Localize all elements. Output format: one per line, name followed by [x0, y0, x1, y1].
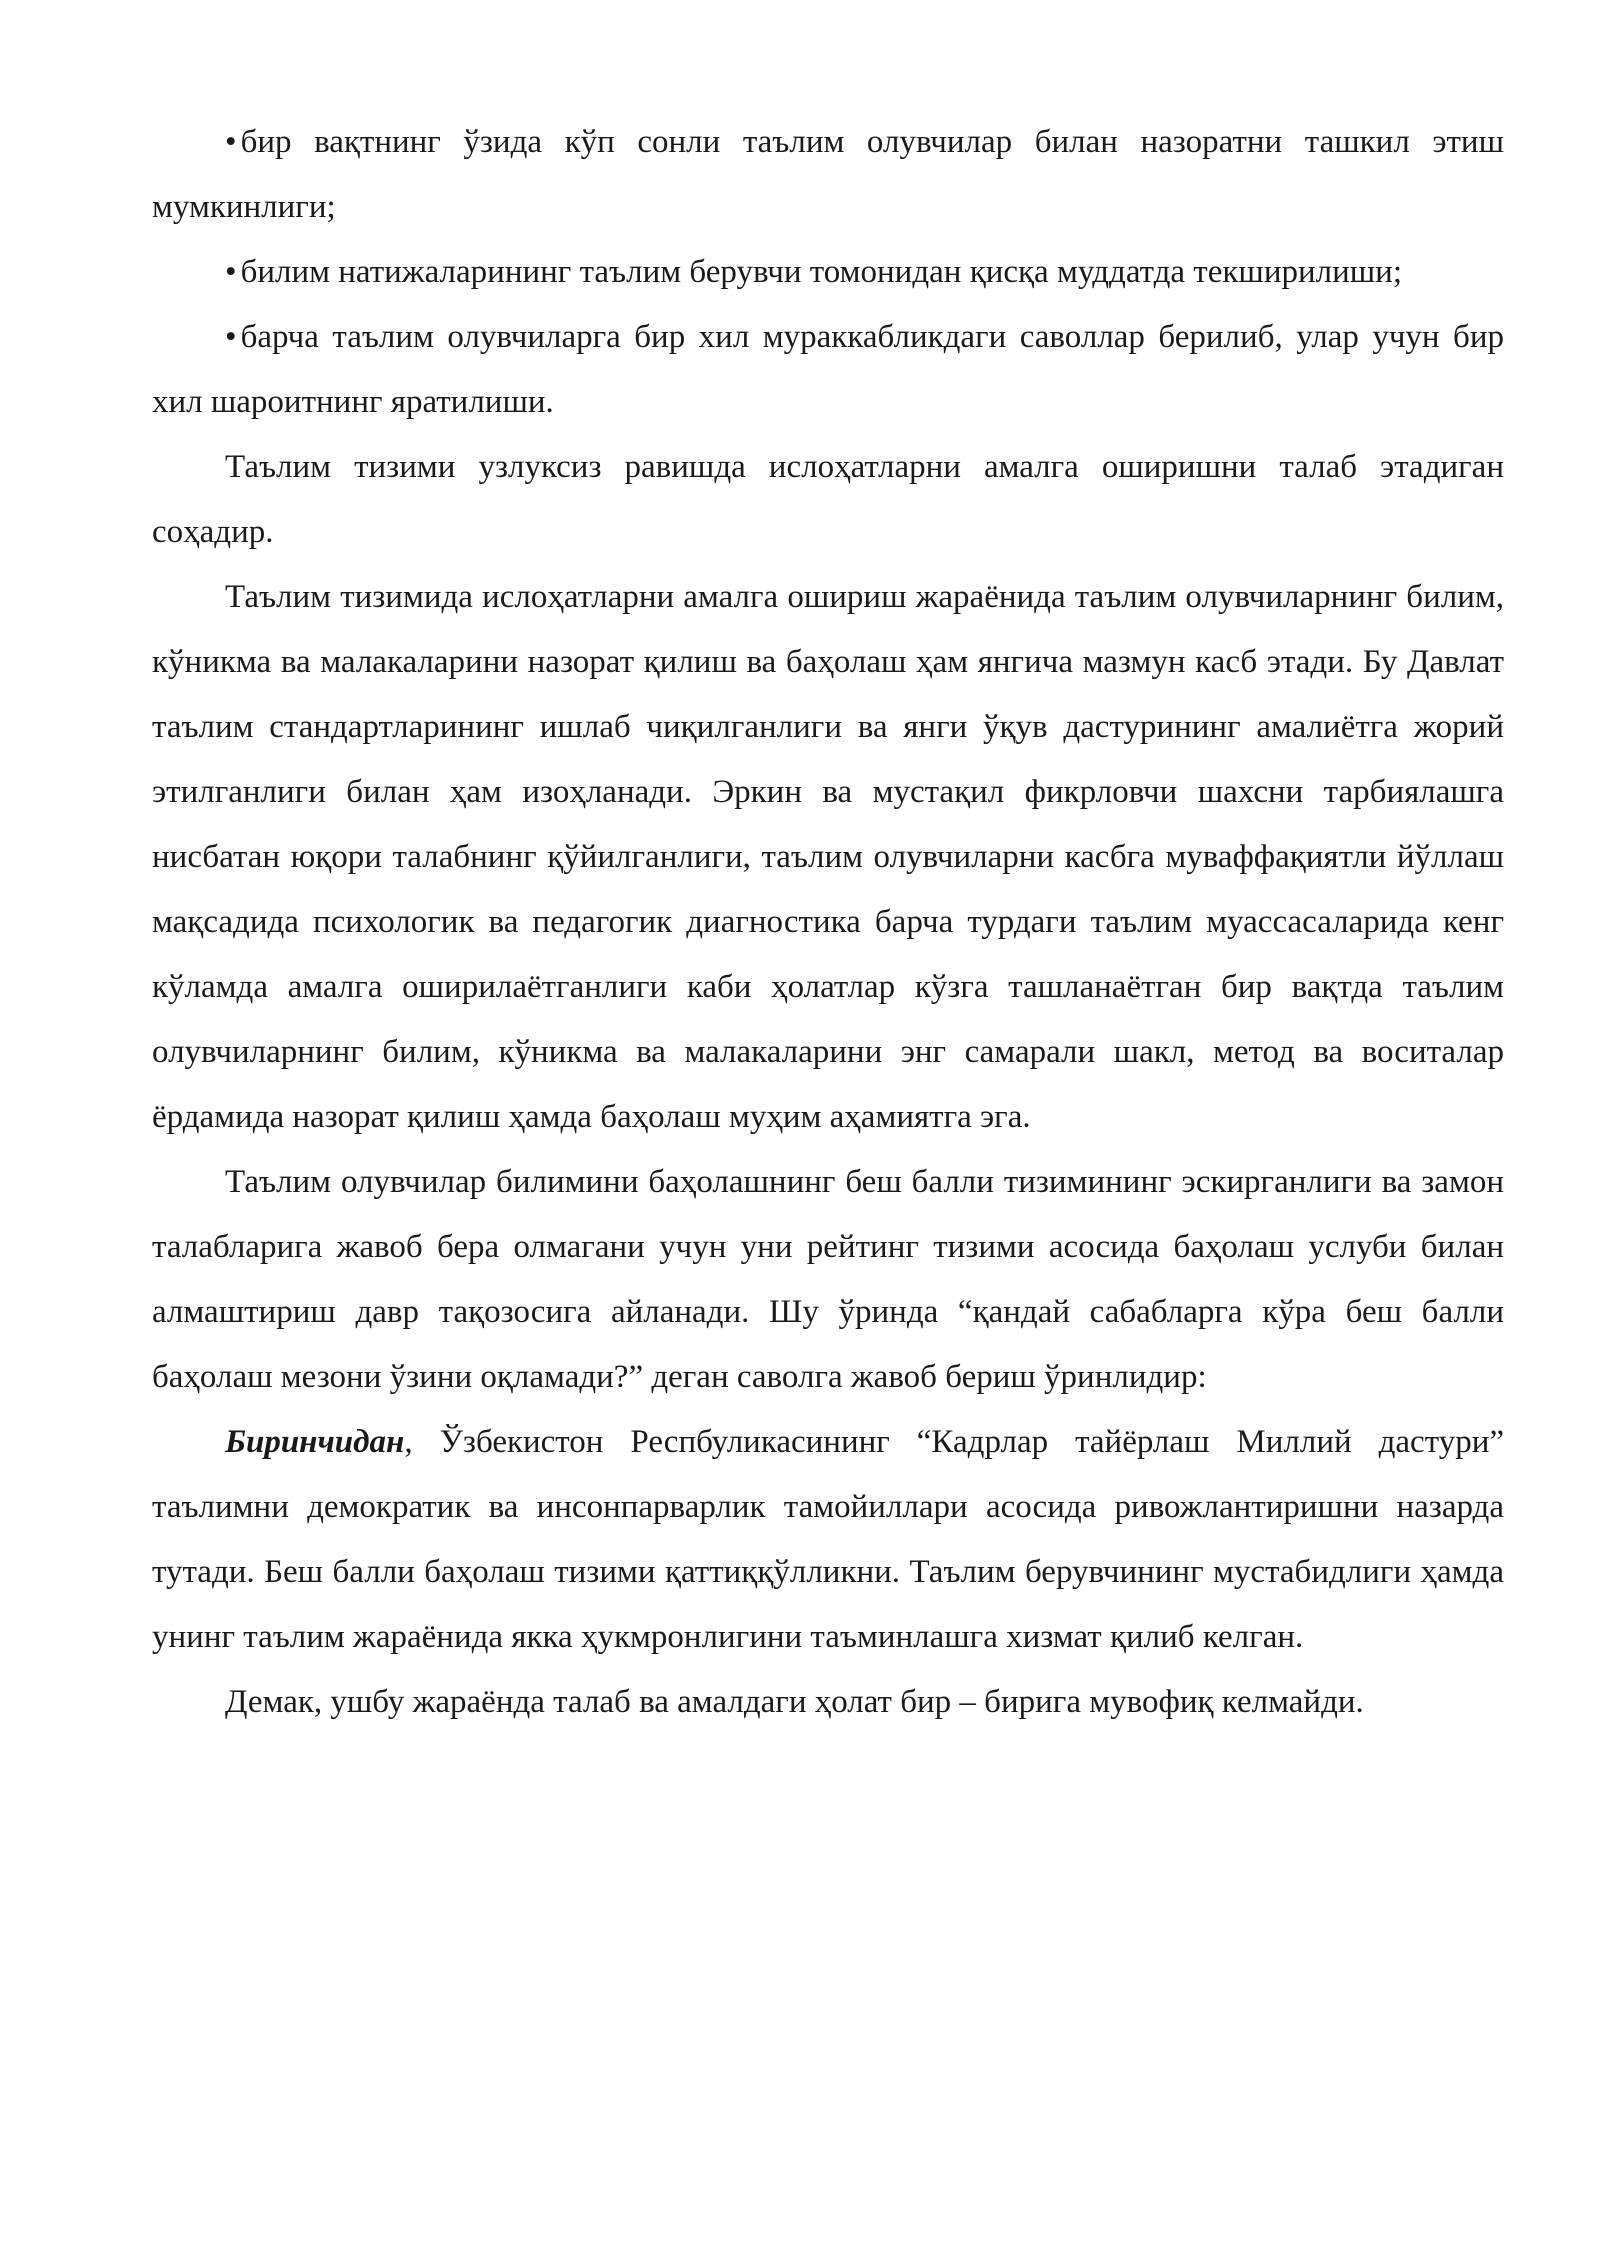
- document-page: [152, 110, 1504, 1735]
- bullet-item: [152, 305, 1504, 435]
- paragraph-text: , Ўзбекистон Респбуликасининг “Кадрлар тайёрлаш Миллий дастури” таълимни демократик ва инсонпарварлик тамойиллари асосида ривожлантиришни назарда тутади. Беш балли баҳолаш тизими қаттиққўлликни. Таълим берувчининг мустабидлиги ҳамда унинг таълим жараёнида якка ҳукмронлигини таъминлашга хизмат қилиб келган.: [152, 1424, 1504, 1655]
- paragraph: [152, 1410, 1504, 1670]
- bullet-item: [152, 240, 1504, 305]
- paragraph: Таълим тизимида ислоҳатларни амалга ошириш жараёнида таълим олувчиларнинг билим, кўникма ва малакаларини назорат қилиш ва баҳолаш ҳам янгича мазмун касб этади. Бу Давлат таълим стандартларининг ишлаб чиқилганлиги ва янги ўқув дастурининг амалиётга жорий этилганлиги билан ҳам изоҳланади. Эркин ва мустақил фикрловчи шахсни тарбиялашга нисбатан юқори талабнинг қўйилганлиги, таълим олувчиларни касбга муваффақиятли йўллаш мақсадида психологик ва педагогик диагностика барча турдаги таълим муассасаларида кенг кўламда амалга оширилаётганлиги каби ҳолатлар кўзга ташланаётган бир вақтда таълим олувчиларнинг билим, кўникма ва малакаларини энг самарали шакл, метод ва воситалар ёрдамида назорат қилиш ҳамда баҳолаш муҳим аҳамиятга эга.: [152, 579, 1504, 1135]
- paragraph: Демак, ушбу жараёнда талаб ва амалдаги ҳолат бир – бирига мувофиқ келмайди.: [225, 1684, 1364, 1720]
- bullet-icon: •: [225, 254, 237, 290]
- bullet-text: билим натижаларининг таълим берувчи томонидан қисқа муддатда текширилиши;: [240, 254, 1403, 290]
- paragraph: Таълим тизими узлуксиз равишда ислоҳатларни амалга оширишни талаб этадиган соҳадир.: [152, 449, 1504, 550]
- bullet-text: барча таълим олувчиларга бир хил мураккабликдаги саволлар берилиб, улар учун бир хил шароитнинг яратилиши.: [152, 319, 1504, 420]
- bullet-icon: •: [225, 124, 237, 160]
- bullet-item: [152, 110, 1504, 240]
- paragraph-lead-word: Биринчидан: [225, 1424, 405, 1460]
- bullet-text: бир вақтнинг ўзида кўп сонли таълим олувчилар билан назоратни ташкил этиш мумкинлиги;: [152, 124, 1504, 225]
- bullet-icon: •: [225, 319, 237, 355]
- paragraph: Таълим олувчилар билимини баҳолашнинг беш балли тизимининг эскирганлиги ва замон талабларига жавоб бера олмагани учун уни рейтинг тизими асосида баҳолаш услуби билан алмаштириш давр тақозосига айланади. Шу ўринда “қандай сабабларга кўра беш балли баҳолаш мезони ўзини оқламади?” деган саволга жавоб бериш ўринлидир:: [152, 1164, 1504, 1395]
